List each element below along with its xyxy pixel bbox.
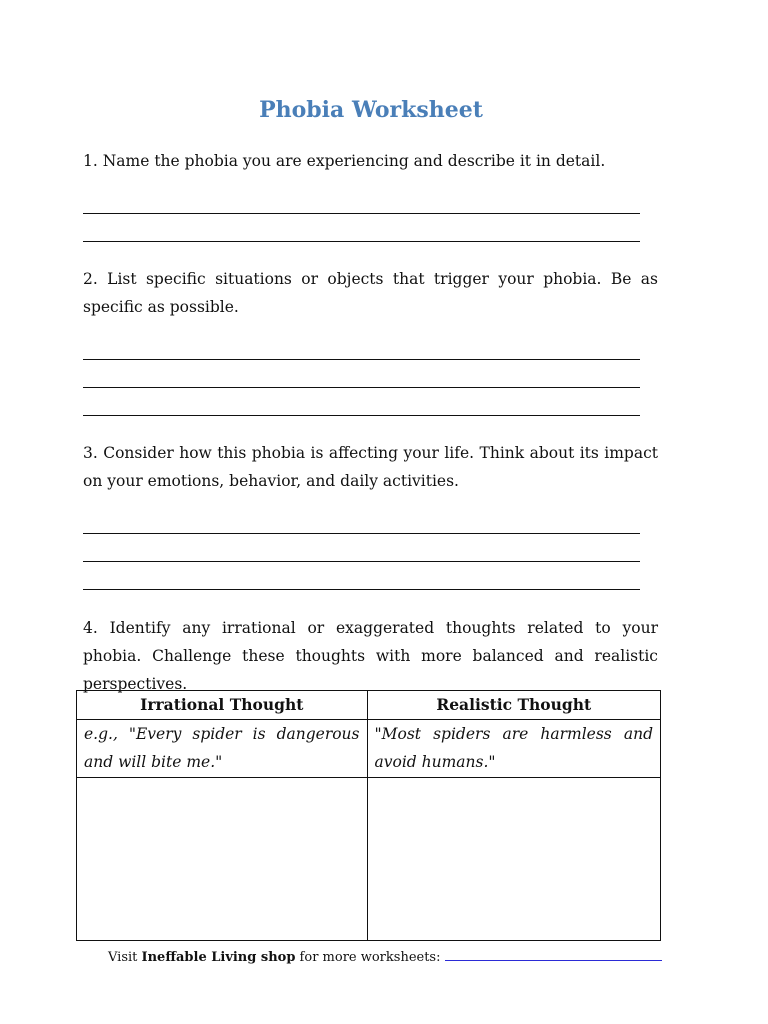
irrational-answer-cell[interactable] (77, 778, 368, 941)
answer-line[interactable] (83, 589, 640, 590)
question-1: 1. Name the phobia you are experiencing and describe it in detail. (83, 152, 606, 170)
realistic-answer-cell[interactable] (367, 778, 661, 941)
irrational-thought-header: Irrational Thought (77, 691, 368, 720)
footer-prefix: Visit (108, 950, 142, 965)
question-4: 4. Identify any irrational or exaggerated thoughts related to your phobia. Challenge these thoughts with more balanced and realistic perspectives. (83, 619, 658, 693)
answer-line[interactable] (83, 561, 640, 562)
irrational-example-cell: e.g., "Every spider is dangerous and will bite me." (77, 720, 368, 778)
shop-name: Ineffable Living shop (141, 950, 296, 965)
realistic-thought-header: Realistic Thought (367, 691, 661, 720)
answer-line[interactable] (83, 359, 640, 360)
table-row (77, 720, 661, 778)
question-3: 3. Consider how this phobia is affecting your life. Think about its impact on your emotions, behavior, and daily activities. (83, 444, 658, 490)
realistic-example-cell: "Most spiders are harmless and avoid humans." (367, 720, 661, 778)
footer-suffix: for more worksheets: (295, 950, 445, 965)
table-row (77, 778, 661, 941)
page-title: Phobia Worksheet (259, 97, 483, 123)
thoughts-table (76, 690, 661, 941)
question-2: 2. List specific situations or objects that trigger your phobia. Be as specific as possible. (83, 270, 658, 316)
answer-line[interactable] (83, 241, 640, 242)
footer (108, 947, 708, 968)
answer-line[interactable] (83, 533, 640, 534)
table-header-row (77, 691, 661, 720)
shop-link[interactable] (445, 947, 662, 961)
answer-line[interactable] (83, 387, 640, 388)
answer-line[interactable] (83, 415, 640, 416)
answer-line[interactable] (83, 213, 640, 214)
